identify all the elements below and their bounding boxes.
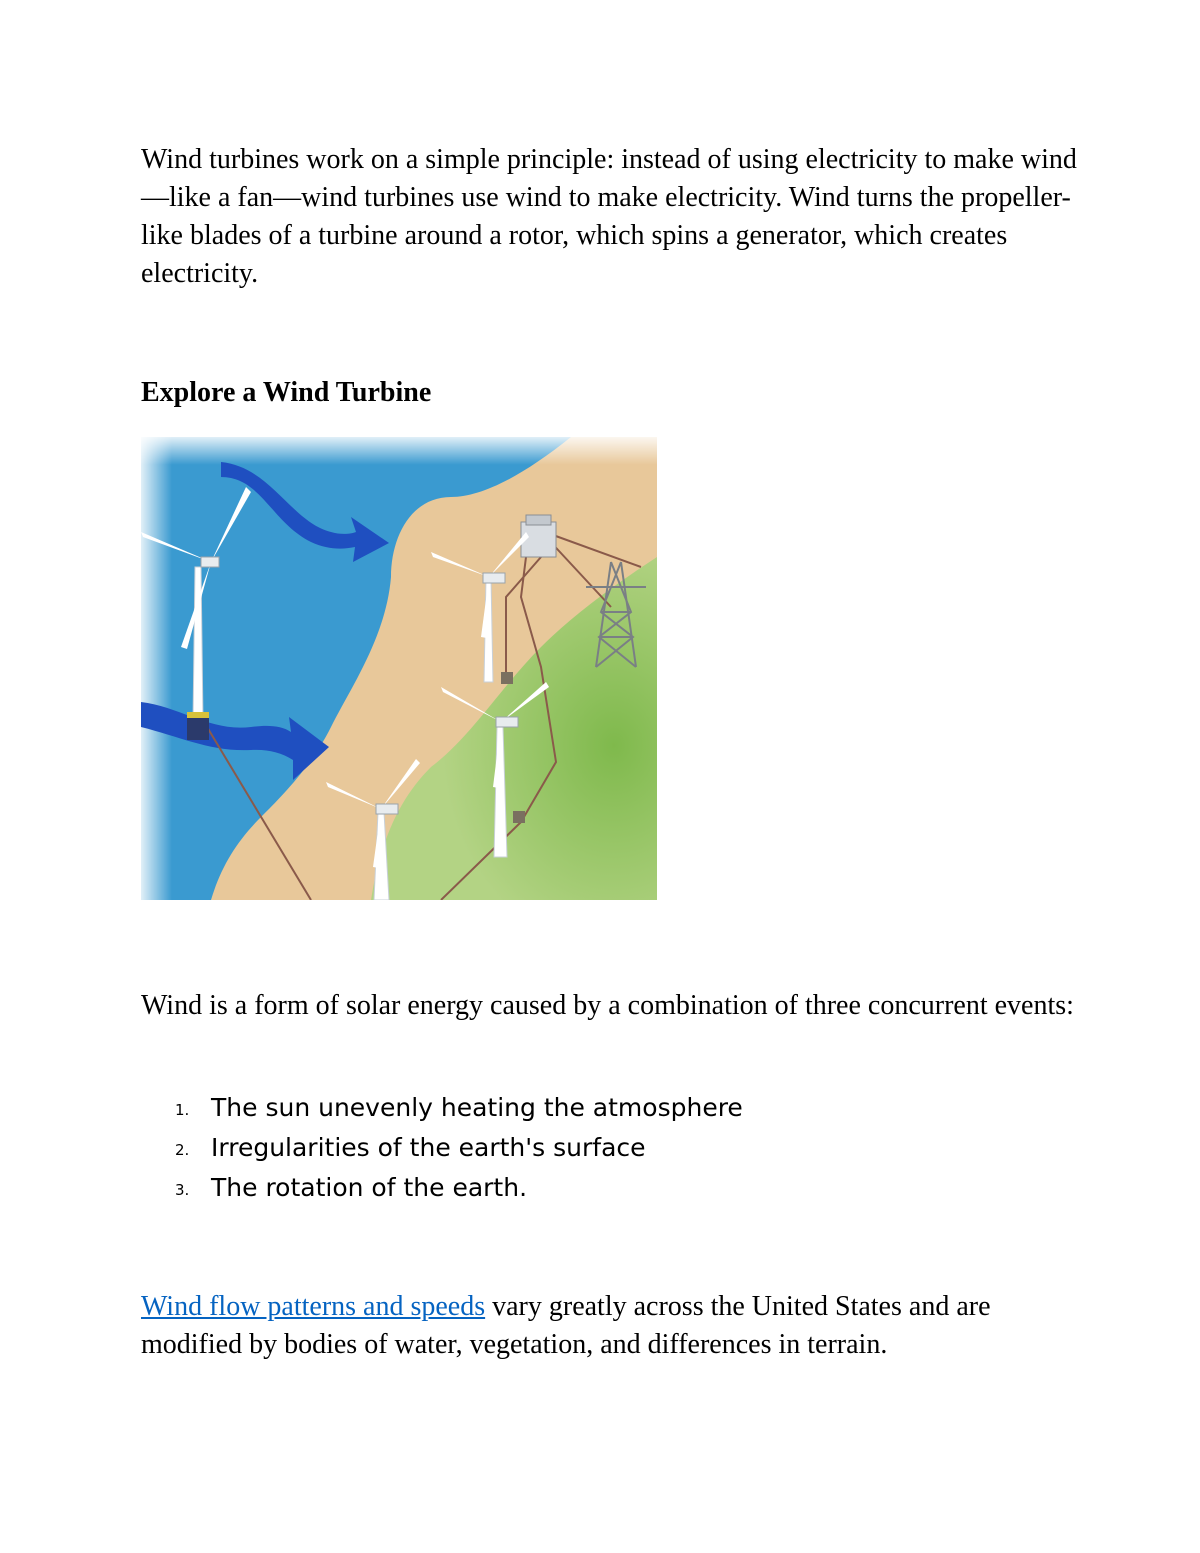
list-item-text: The rotation of the earth. — [211, 1173, 528, 1202]
list-item-text: Irregularities of the earth's surface — [211, 1133, 646, 1162]
list-item — [141, 1128, 743, 1168]
solar-energy-paragraph: Wind is a form of solar energy caused by a combination of three concurrent events: — [141, 990, 1074, 1021]
wind-flow-paragraph — [141, 1288, 1081, 1364]
list-number: 3. — [175, 1181, 190, 1199]
wind-flow-link[interactable]: Wind flow patterns and speeds — [141, 1291, 486, 1322]
wind-flow-text: vary greatly across the United States and are modified by bodies of water, vegetation, and differences in terrain. — [141, 1291, 991, 1360]
list-item — [141, 1168, 743, 1208]
list-item-text: The sun unevenly heating the atmosphere — [211, 1093, 743, 1122]
section-heading: Explore a Wind Turbine — [141, 377, 432, 408]
causes-list — [141, 1088, 743, 1208]
list-number: 2. — [175, 1141, 190, 1159]
list-item — [141, 1088, 743, 1128]
list-number: 1. — [175, 1101, 190, 1119]
intro-paragraph: Wind turbines work on a simple principle: instead of using electricity to make wind—like a fan—wind turbines use wind to make electricity. Wind turns the propeller-like blades of a turbine around a rotor, which spins a generator, which creates electricity. — [141, 144, 1077, 289]
wind-turbine-illustration — [141, 437, 657, 900]
